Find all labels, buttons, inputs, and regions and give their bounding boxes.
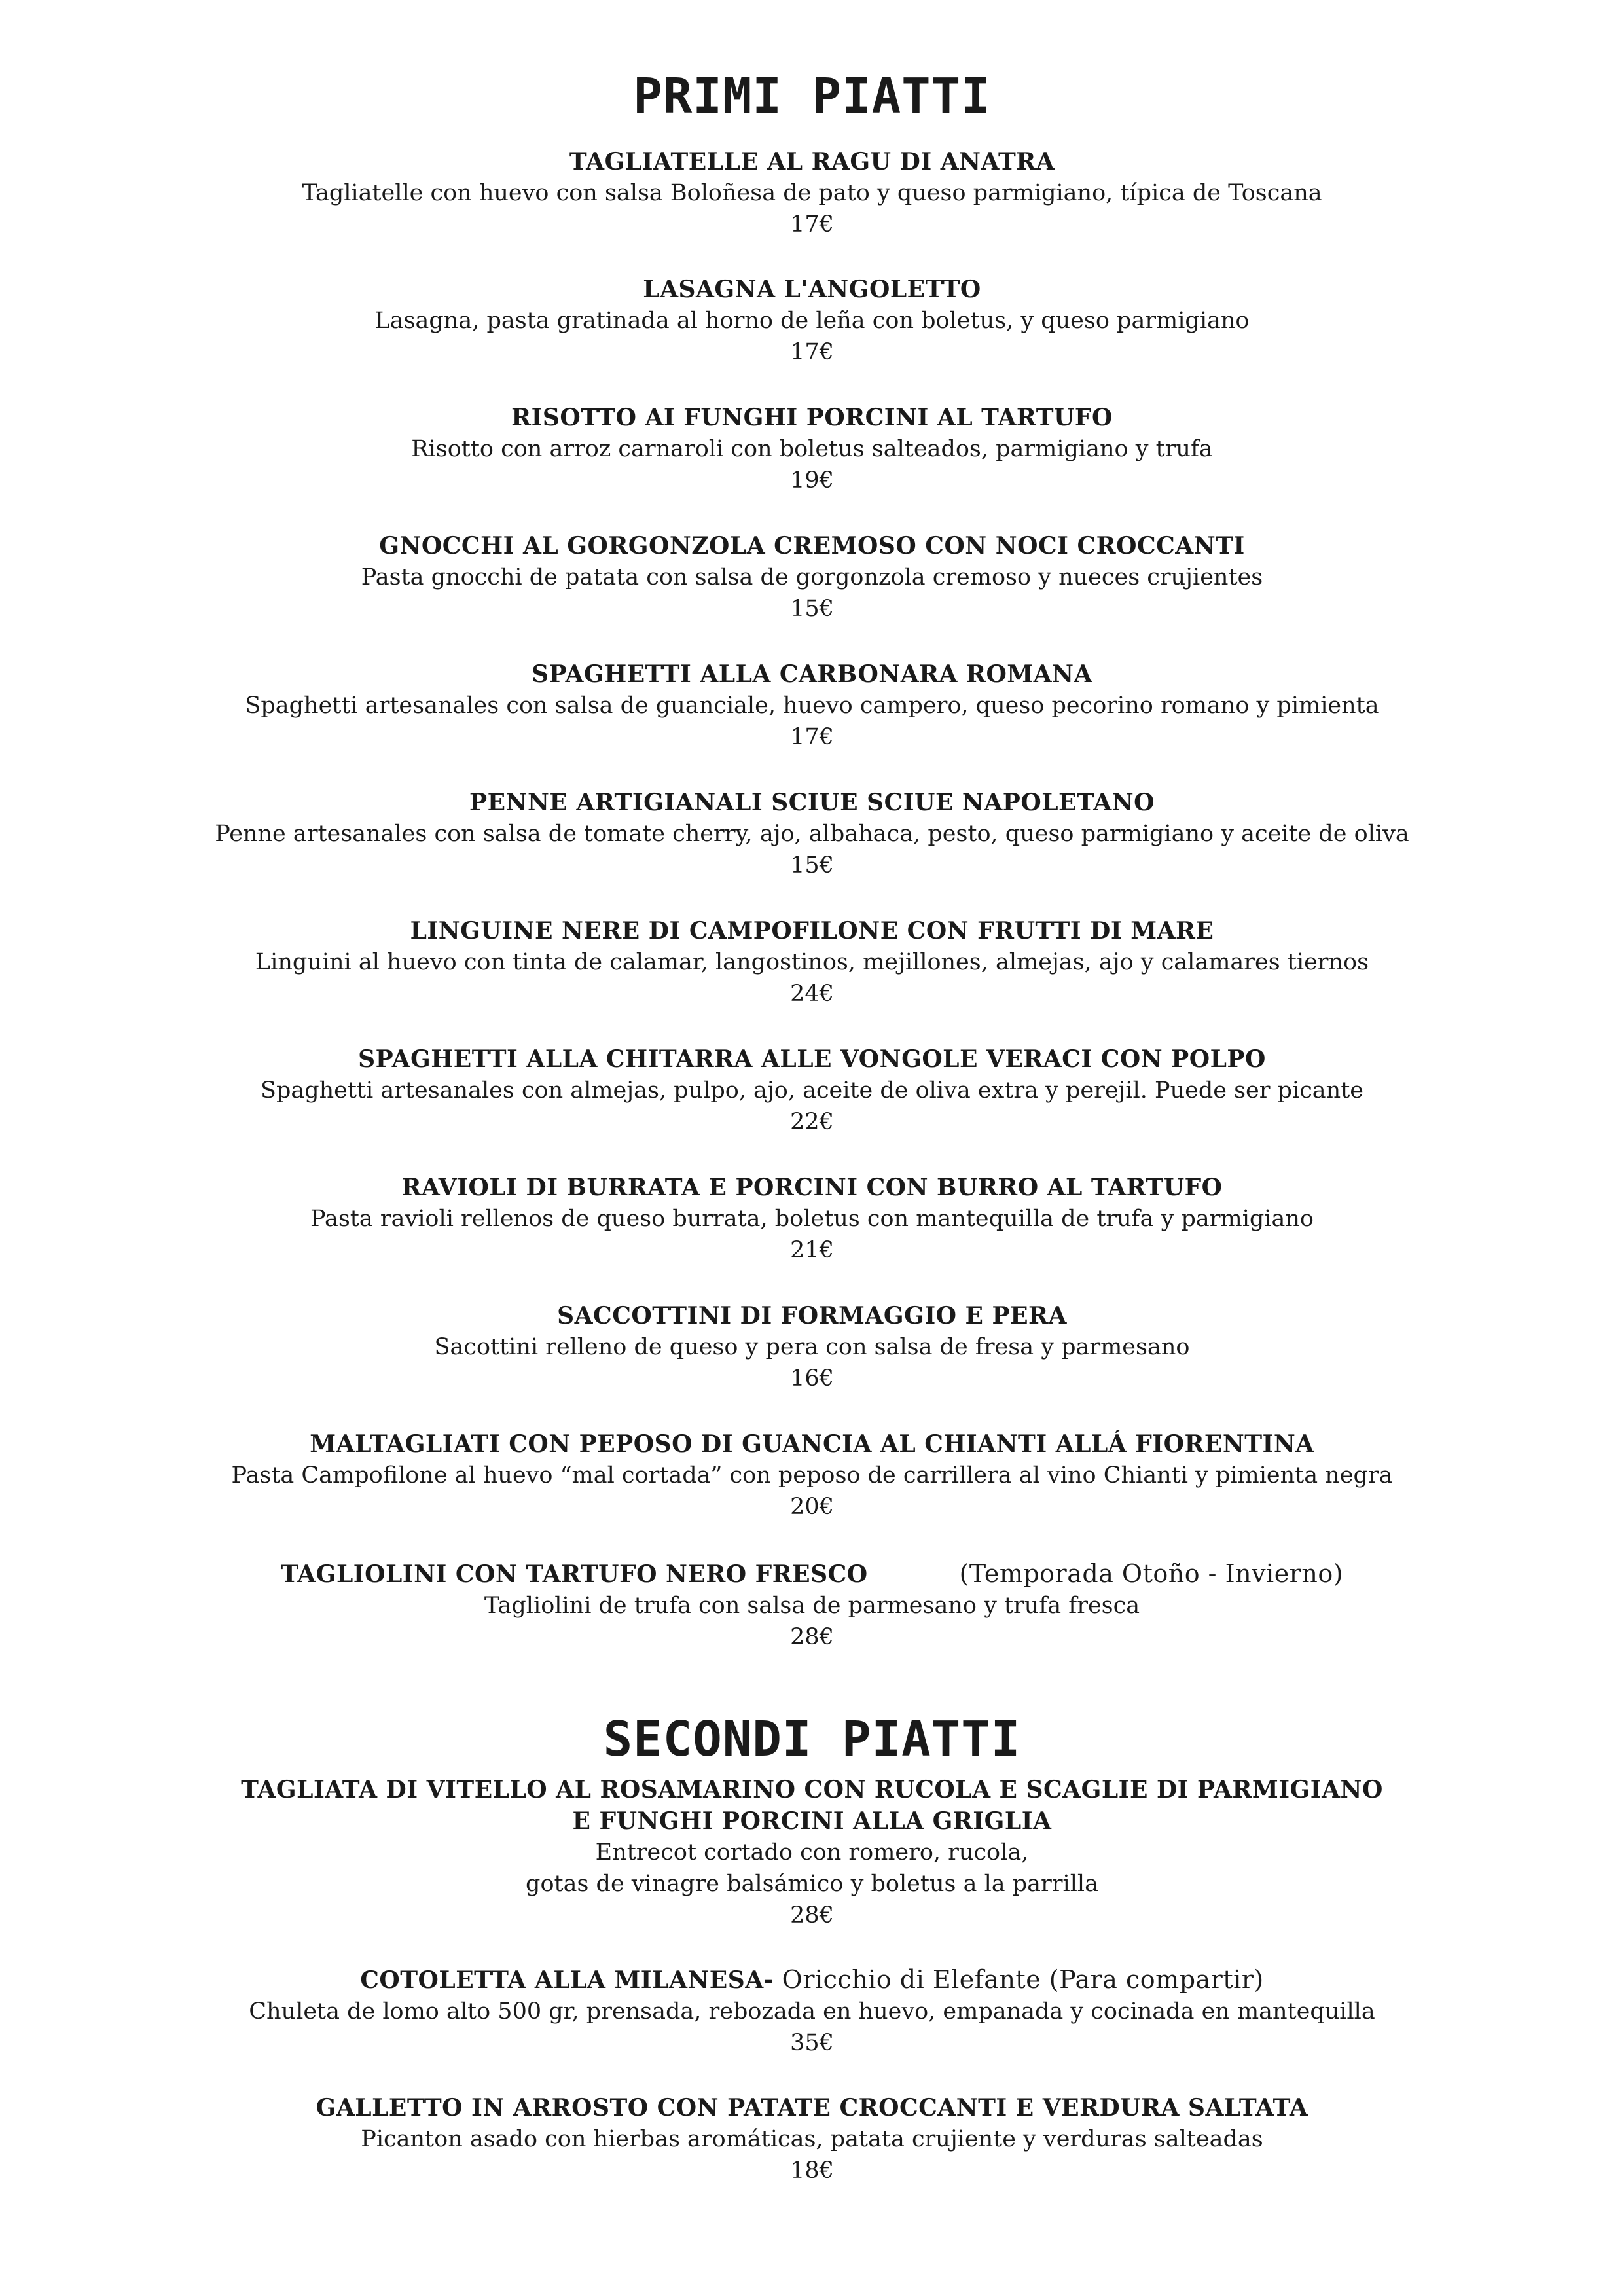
dish-description: Pasta ravioli rellenos de queso burrata, boletus con mantequilla de trufa y parmigiano bbox=[310, 1206, 1314, 1232]
dish-price: 35€ bbox=[790, 2030, 834, 2056]
dish-season-note: (Temporada Otoño - Invierno) bbox=[959, 1559, 1344, 1588]
dish-price: 21€ bbox=[790, 1237, 834, 1263]
dish-description: Tagliatelle con huevo con salsa Boloñesa de pato y queso parmigiano, típica de Toscana bbox=[302, 180, 1322, 206]
dish-name: TAGLIOLINI CON TARTUFO NERO FRESCO bbox=[280, 1561, 868, 1588]
dish-price: 17€ bbox=[790, 724, 834, 750]
dish-name: TAGLIATELLE AL RAGU DI ANATRA bbox=[569, 148, 1055, 175]
dish-name: SPAGHETTI ALLA CARBONARA ROMANA bbox=[532, 660, 1092, 688]
dish-price: 15€ bbox=[790, 596, 834, 622]
dish-item bbox=[0, 1300, 1624, 1394]
dish-name: LASAGNA L'ANGOLETTO bbox=[643, 276, 981, 303]
dish-name: GALLETTO IN ARROSTO CON PATATE CROCCANTI E VERDURA SALTATA bbox=[316, 2094, 1308, 2122]
dish-name: COTOLETTA ALLA MILANESA- bbox=[360, 1966, 774, 1994]
dish-price: 17€ bbox=[790, 211, 834, 238]
dish-price: 24€ bbox=[790, 981, 834, 1007]
dish-description: Pasta Campofilone al huevo “mal cortada” con peposo de carrillera al vino Chianti y pimienta negra bbox=[231, 1462, 1393, 1489]
dish-name-row bbox=[0, 1558, 1624, 1590]
dish-price: 16€ bbox=[790, 1365, 834, 1392]
dish-name-row bbox=[0, 1964, 1624, 1996]
dish-description: Chuleta de lomo alto 500 gr, prensada, rebozada en huevo, empanada y cocinada en mantequilla bbox=[249, 1998, 1375, 2025]
dish-item bbox=[0, 402, 1624, 496]
section-title-secondi: SECONDI PIATTI bbox=[603, 1711, 1021, 1767]
dish-description: Penne artesanales con salsa de tomate cherry, ajo, albahaca, pesto, queso parmigiano y aceite de oliva bbox=[215, 821, 1409, 847]
dish-item bbox=[0, 915, 1624, 1009]
dish-description: Spaghetti artesanales con almejas, pulpo, ajo, aceite de oliva extra y perejil. Puede ser picante bbox=[260, 1077, 1363, 1104]
dish-description-continued: gotas de vinagre balsámico y boletus a la parrilla bbox=[526, 1871, 1098, 1897]
dish-name: PENNE ARTIGIANALI SCIUE SCIUE NAPOLETANO bbox=[469, 789, 1155, 816]
dish-item bbox=[0, 1043, 1624, 1138]
dish-name: RAVIOLI DI BURRATA E PORCINI CON BURRO AL TARTUFO bbox=[401, 1174, 1223, 1201]
dish-name: TAGLIATA DI VITELLO AL ROSAMARINO CON RUCOLA E SCAGLIE DI PARMIGIANO bbox=[241, 1776, 1383, 1803]
dish-description: Tagliolini de trufa con salsa de parmesano y trufa fresca bbox=[484, 1593, 1140, 1619]
section-title-primi: PRIMI PIATTI bbox=[633, 68, 991, 124]
dish-item bbox=[0, 1558, 1624, 1653]
dish-name: RISOTTO AI FUNGHI PORCINI AL TARTUFO bbox=[511, 404, 1113, 431]
dish-item bbox=[0, 530, 1624, 624]
dish-description: Entrecot cortado con romero, rucola, bbox=[595, 1839, 1029, 1866]
dish-price: 20€ bbox=[790, 1494, 834, 1520]
dish-description: Sacottini relleno de queso y pera con salsa de fresa y parmesano bbox=[434, 1334, 1190, 1360]
dish-name: LINGUINE NERE DI CAMPOFILONE CON FRUTTI DI MARE bbox=[410, 917, 1214, 945]
dish-name: MALTAGLIATI CON PEPOSO DI GUANCIA AL CHIANTI ALLÁ FIORENTINA bbox=[310, 1430, 1314, 1458]
dish-name-extra: Oricchio di Elefante (Para compartir) bbox=[774, 1965, 1264, 1994]
dish-description: Spaghetti artesanales con salsa de guanciale, huevo campero, queso pecorino romano y pimienta bbox=[245, 693, 1379, 719]
dish-item bbox=[0, 146, 1624, 240]
dish-description: Picanton asado con hierbas aromáticas, patata crujiente y verduras salteadas bbox=[361, 2126, 1263, 2152]
dish-item bbox=[0, 1774, 1624, 1931]
dish-name-continued: E FUNGHI PORCINI ALLA GRIGLIA bbox=[572, 1807, 1052, 1835]
dish-price: 28€ bbox=[790, 1902, 834, 1928]
dish-description: Pasta gnocchi de patata con salsa de gorgonzola cremoso y nueces crujientes bbox=[361, 564, 1263, 590]
dish-name: GNOCCHI AL GORGONZOLA CREMOSO CON NOCI CROCCANTI bbox=[379, 532, 1245, 560]
dish-description: Risotto con arroz carnaroli con boletus salteados, parmigiano y trufa bbox=[411, 436, 1213, 462]
dish-item bbox=[0, 1172, 1624, 1266]
dish-name: SPAGHETTI ALLA CHITARRA ALLE VONGOLE VERACI CON POLPO bbox=[358, 1045, 1266, 1073]
dish-item bbox=[0, 1964, 1624, 2059]
dish-item bbox=[0, 274, 1624, 368]
dish-item bbox=[0, 659, 1624, 753]
dish-price: 19€ bbox=[790, 467, 834, 494]
dish-description: Lasagna, pasta gratinada al horno de leña con boletus, y queso parmigiano bbox=[374, 308, 1250, 334]
dish-item bbox=[0, 787, 1624, 881]
dish-price: 18€ bbox=[790, 2158, 834, 2184]
dish-description: Linguini al huevo con tinta de calamar, langostinos, mejillones, almejas, ajo y calamares tiernos bbox=[255, 949, 1369, 975]
dish-price: 22€ bbox=[790, 1109, 834, 1135]
dish-price: 15€ bbox=[790, 852, 834, 878]
dish-name: SACCOTTINI DI FORMAGGIO E PERA bbox=[557, 1302, 1067, 1329]
dish-price: 17€ bbox=[790, 339, 834, 365]
dish-item bbox=[0, 2092, 1624, 2186]
dish-price: 28€ bbox=[790, 1624, 834, 1650]
dish-item bbox=[0, 1428, 1624, 1523]
